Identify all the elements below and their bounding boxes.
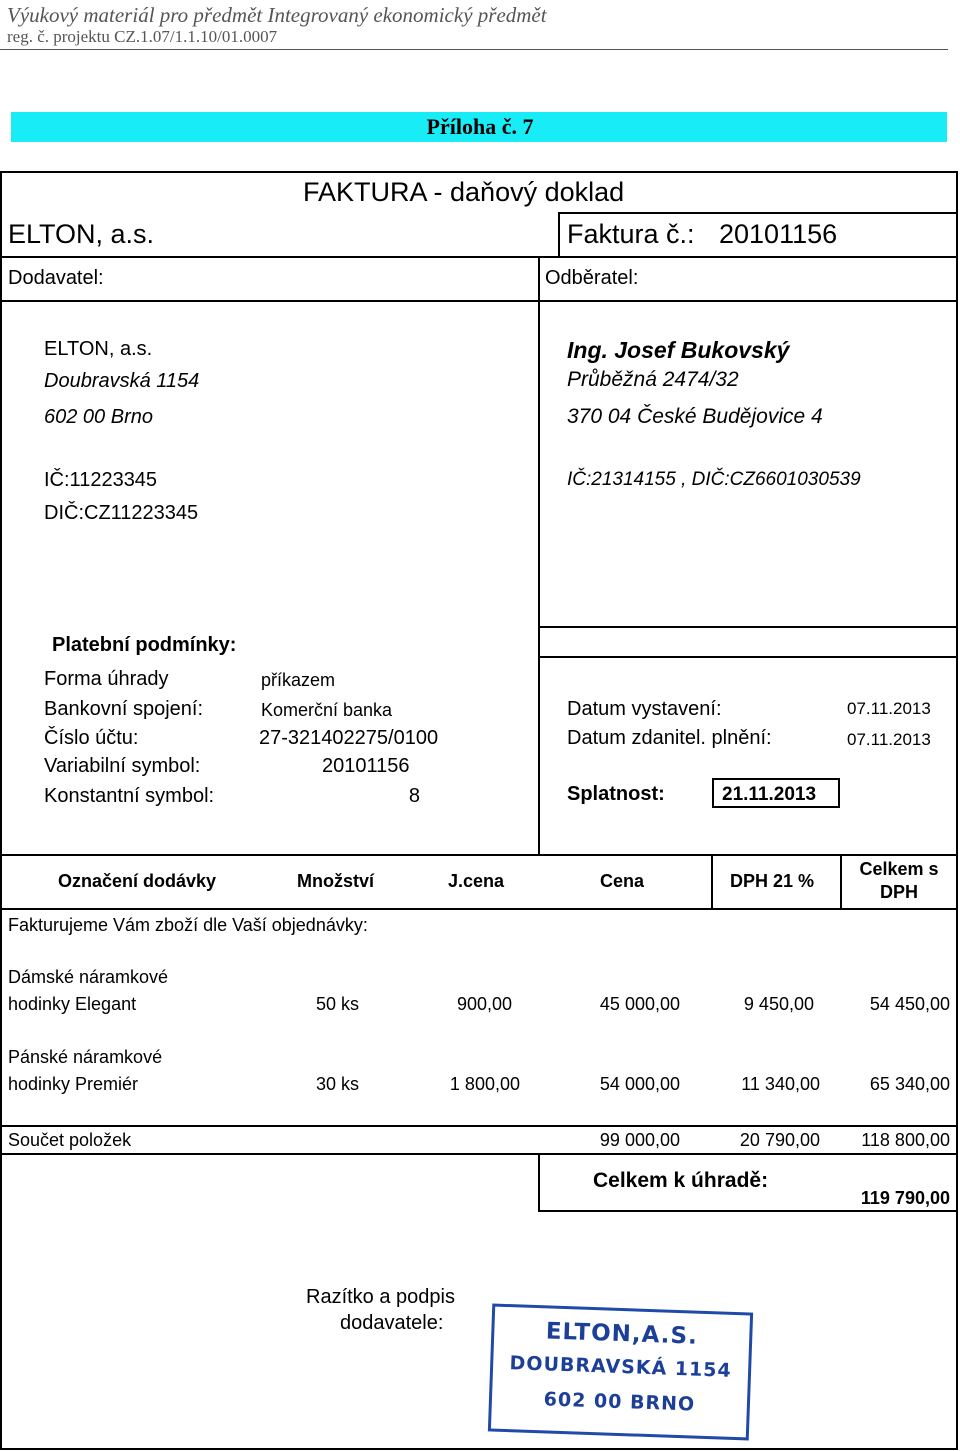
row1-name-line1: Dámské náramkové	[8, 967, 169, 987]
col-header-vat: DPH 21 %	[730, 871, 815, 891]
stamp-line2: DOUBRAVSKÁ 1154	[509, 1352, 733, 1382]
company-name: ELTON, a.s.	[8, 219, 155, 249]
doc-header-divider	[0, 49, 948, 50]
due-date-label: Splatnost:	[567, 783, 665, 805]
title-bottom-line	[0, 256, 958, 258]
party-divider	[538, 256, 540, 626]
header-vat-left-line	[711, 854, 713, 908]
dates-top-line-2	[538, 656, 958, 658]
stamp-line1: ELTON,A.S.	[545, 1318, 699, 1350]
frame-left	[0, 171, 2, 1450]
grand-total-bottom-line	[538, 1210, 958, 1212]
invoice-number: 20101156	[719, 219, 838, 249]
supplier-ic: IČ:11223345	[44, 469, 158, 491]
dates-left-line	[538, 626, 540, 854]
payment-account-label: Číslo účtu:	[44, 727, 139, 749]
grand-total-left-line	[538, 1153, 540, 1211]
customer-street: Průběžná 2474/32	[567, 368, 739, 391]
col-header-item: Označení dodávky	[58, 871, 217, 891]
payment-form-value: příkazem	[261, 670, 336, 690]
doc-header-project: reg. č. projektu CZ.1.07/1.1.10/01.0007	[7, 27, 278, 46]
frame-right	[956, 171, 958, 1450]
party-labels-bottom-line	[0, 300, 958, 302]
table-intro: Fakturujeme Vám zboží dle Vaší objednávky:	[8, 915, 368, 935]
dates-top-line	[538, 626, 958, 628]
row1-name-line2: hodinky Elegant	[8, 994, 137, 1014]
col-header-unit-price: J.cena	[448, 871, 505, 891]
frame-bottom	[0, 1448, 958, 1450]
payment-ks-label: Konstantní symbol:	[44, 785, 215, 807]
row1-price: 45 000,00	[599, 994, 680, 1014]
invoice-number-top-line	[558, 212, 958, 214]
invoice-number-left-line	[558, 212, 560, 258]
col-header-total-line2: DPH	[879, 882, 918, 902]
customer-city: 370 04 České Budějovice 4	[567, 405, 823, 428]
row2-qty: 30 ks	[316, 1074, 360, 1094]
row1-qty: 50 ks	[316, 994, 360, 1014]
customer-ids: IČ:21314155 , DIČ:CZ6601030539	[567, 469, 861, 490]
date-taxable-label: Datum zdanitel. plnění:	[567, 727, 772, 749]
sum-vat: 20 790,00	[739, 1130, 820, 1150]
date-issued-label: Datum vystavení:	[567, 698, 722, 720]
payment-bank-label: Bankovní spojení:	[44, 698, 203, 720]
invoice-title: FAKTURA - daňový doklad	[303, 177, 625, 207]
grand-total-value: 119 790,00	[860, 1188, 950, 1208]
row2-name-line1: Pánské náramkové	[8, 1047, 163, 1067]
row1-vat: 9 450,00	[743, 994, 814, 1014]
company-stamp	[488, 1303, 753, 1440]
row2-unit-price: 1 800,00	[449, 1074, 520, 1094]
customer-name: Ing. Josef Bukovský	[567, 337, 790, 363]
row2-price: 54 000,00	[599, 1074, 680, 1094]
sum-total: 118 800,00	[861, 1130, 950, 1150]
supplier-name: ELTON, a.s.	[44, 338, 153, 360]
row2-total: 65 340,00	[869, 1074, 950, 1094]
table-header-bottom-line	[0, 908, 958, 910]
sum-bottom-line	[0, 1153, 958, 1155]
sum-price: 99 000,00	[599, 1130, 680, 1150]
payment-account-value: 27-321402275/0100	[259, 727, 439, 749]
table-top-line	[0, 854, 958, 856]
invoice-number-label: Faktura č.:	[567, 219, 695, 249]
doc-header-title: Výukový materiál pro předmět Integrovaný ekonomický předmět	[7, 3, 547, 27]
supplier-city: 602 00 Brno	[44, 406, 153, 428]
sum-label: Součet položek	[8, 1130, 132, 1150]
sum-top-line	[0, 1125, 958, 1127]
signature-label-line1: Razítko a podpis	[306, 1286, 455, 1308]
date-taxable-value: 07.11.2013	[847, 730, 931, 749]
row1-total: 54 450,00	[869, 994, 950, 1014]
signature-label-line2: dodavatele:	[340, 1312, 444, 1334]
payment-vs-label: Variabilní symbol:	[44, 755, 201, 777]
row2-vat: 11 340,00	[741, 1074, 820, 1094]
customer-label: Odběratel:	[545, 267, 639, 289]
row1-unit-price: 900,00	[456, 994, 512, 1014]
row2-name-line2: hodinky Premiér	[8, 1074, 139, 1094]
grand-total-label: Celkem k úhradě:	[593, 1169, 769, 1192]
supplier-label: Dodavatel:	[8, 267, 104, 289]
payment-bank-value: Komerční banka	[261, 700, 393, 720]
stamp-line3: 602 00 BRNO	[543, 1388, 696, 1416]
col-header-total-line1: Celkem s	[859, 859, 939, 879]
payment-heading: Platební podmínky:	[52, 634, 237, 656]
payment-form-label: Forma úhrady	[44, 668, 169, 690]
supplier-dic: DIČ:CZ11223345	[44, 502, 199, 524]
supplier-street: Doubravská 1154	[44, 370, 200, 392]
col-header-qty: Množství	[297, 871, 375, 891]
payment-vs-value: 20101156	[322, 755, 410, 777]
payment-ks-value: 8	[408, 785, 420, 807]
date-issued-value: 07.11.2013	[847, 699, 931, 718]
col-header-price: Cena	[600, 871, 645, 891]
due-date-value: 21.11.2013	[712, 778, 840, 808]
frame-top	[0, 171, 958, 173]
annex-label: Příloha č. 7	[426, 114, 534, 139]
